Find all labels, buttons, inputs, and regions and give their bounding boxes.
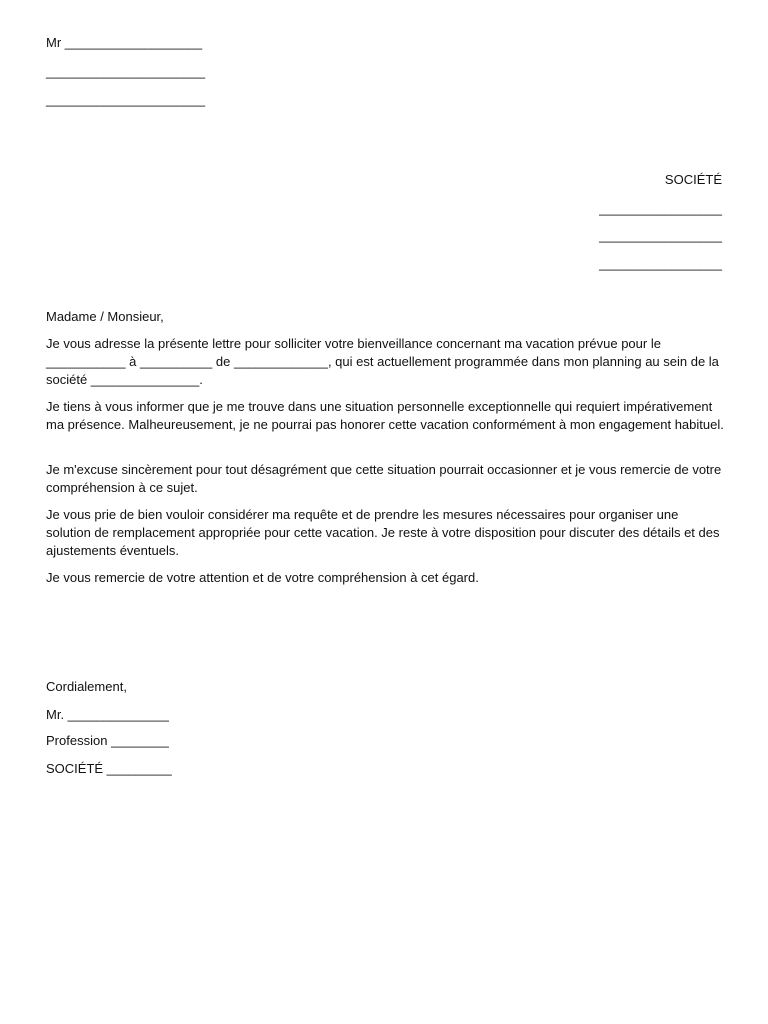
signature-name: Mr. ______________ xyxy=(46,707,169,722)
salutation: Madame / Monsieur, xyxy=(46,309,164,324)
body-paragraph-1: Je vous adresse la présente lettre pour solliciter votre bienveillance concernant ma vacation prévue pour le ___________ à __________ de _____________, qui est actuellement programmée dans mon planning au sein de la société _______________. xyxy=(46,336,719,387)
sender-address-line: ______________________ xyxy=(46,64,206,79)
body-paragraph-5: Je vous remercie de votre attention et de votre compréhension à cet égard. xyxy=(46,570,479,585)
signature-company: SOCIÉTÉ _________ xyxy=(46,761,172,776)
closing-greeting: Cordialement, xyxy=(46,679,127,694)
body-paragraph-3: Je m'excuse sincèrement pour tout désagrément que cette situation pourrait occasionner et je vous remercie de votre compréhension à ce sujet. xyxy=(46,462,722,495)
recipient-address-line: _________________ xyxy=(599,201,722,216)
recipient-address-line-3: _________________ xyxy=(599,256,722,271)
body-paragraph-2: Je tiens à vous informer que je me trouve dans une situation personnelle exceptionnelle qui requiert impérativement ma présence. Malheureusement, je ne pourrai pas honorer cette vacation conformément à mon engagement habituel. xyxy=(46,399,724,432)
recipient-address-line-2: _________________ xyxy=(599,228,722,243)
recipient-company: SOCIÉTÉ xyxy=(664,172,722,187)
signature-profession: Profession ________ xyxy=(46,733,169,748)
sender-address-line-2: ______________________ xyxy=(46,92,206,107)
body-paragraph-4: Je vous prie de bien vouloir considérer ma requête et de prendre les mesures nécessaires pour organiser une solution de remplacement appropriée pour cette vacation. Je reste à votre disposition pour discuter des détails et des ajustements éventuels. xyxy=(46,507,720,558)
sender-name-line: Mr ___________________ xyxy=(46,35,203,50)
